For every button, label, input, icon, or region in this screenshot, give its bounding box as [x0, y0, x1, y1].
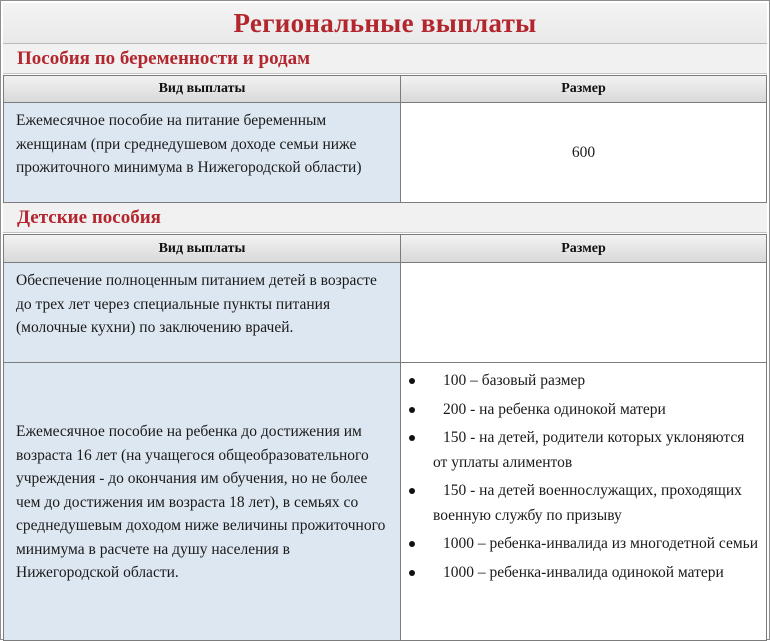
row-description-cell: [3, 362, 401, 641]
table-row: [3, 102, 767, 203]
table-row: [3, 262, 767, 363]
row-amount-empty: [400, 262, 767, 363]
table-header-row: [3, 234, 767, 263]
header-amount: Размер: [400, 75, 767, 103]
list-item: 1000 – ребенка-инвалида одинокой матери: [423, 561, 758, 586]
table-header-row: [3, 75, 767, 103]
list-item: 200 - на ребенка одинокой матери: [423, 398, 758, 423]
row-description: Обеспечение полноценным питанием детей в возрасте до трех лет через специальные пункты питания (молочные кухни) по заключению врачей.: [3, 262, 401, 363]
section-title-pregnancy: [3, 44, 767, 74]
page-title: Региональные выплаты: [233, 7, 537, 38]
row-description: Ежемесячное пособие на ребенка до достижения им возраста 16 лет (на учащегося общеобразовательного учреждения - до окончания им обучения, но не более чем до достижения им возраста 18 лет), в семьях со среднедушевым доходом ниже величины прожиточного минимума в расчете на душу населения в Нижегородской области.: [16, 423, 386, 582]
row-amount-list-cell: [400, 362, 767, 641]
bullet-icon: [409, 378, 415, 384]
section-title-child-benefits: [3, 203, 767, 233]
bullet-icon: [409, 570, 415, 576]
header-amount: Размер: [400, 234, 767, 263]
bullet-icon: [409, 541, 415, 547]
amount-list: [401, 363, 766, 585]
table-row: [3, 362, 767, 641]
header-payment-type: Вид выплаты: [3, 234, 401, 263]
row-description: Ежемесячное пособие на питание беременным женщинам (при среднедушевом доходе семьи ниже прожиточного минимума в Нижегородской области): [3, 102, 401, 203]
bullet-icon: [409, 488, 415, 494]
row-amount: [400, 102, 767, 203]
title-bar: [3, 3, 767, 44]
header-payment-type: Вид выплаты: [3, 75, 401, 103]
bullet-icon: [409, 407, 415, 413]
bullet-icon: [409, 435, 415, 441]
list-item: 150 - на детей военнослужащих, проходящих военную службу по призыву: [423, 479, 758, 528]
amount-value: 600: [571, 143, 596, 161]
list-item: 150 - на детей, родители которых уклоняются от уплаты алиментов: [423, 426, 758, 475]
section-title-text: Пособия по беременности и родам: [17, 47, 311, 69]
list-item: 1000 – ребенка-инвалида из многодетной семьи: [423, 532, 758, 557]
list-item: 100 – базовый размер: [423, 369, 758, 394]
section-title-text: Детские пособия: [17, 206, 161, 228]
